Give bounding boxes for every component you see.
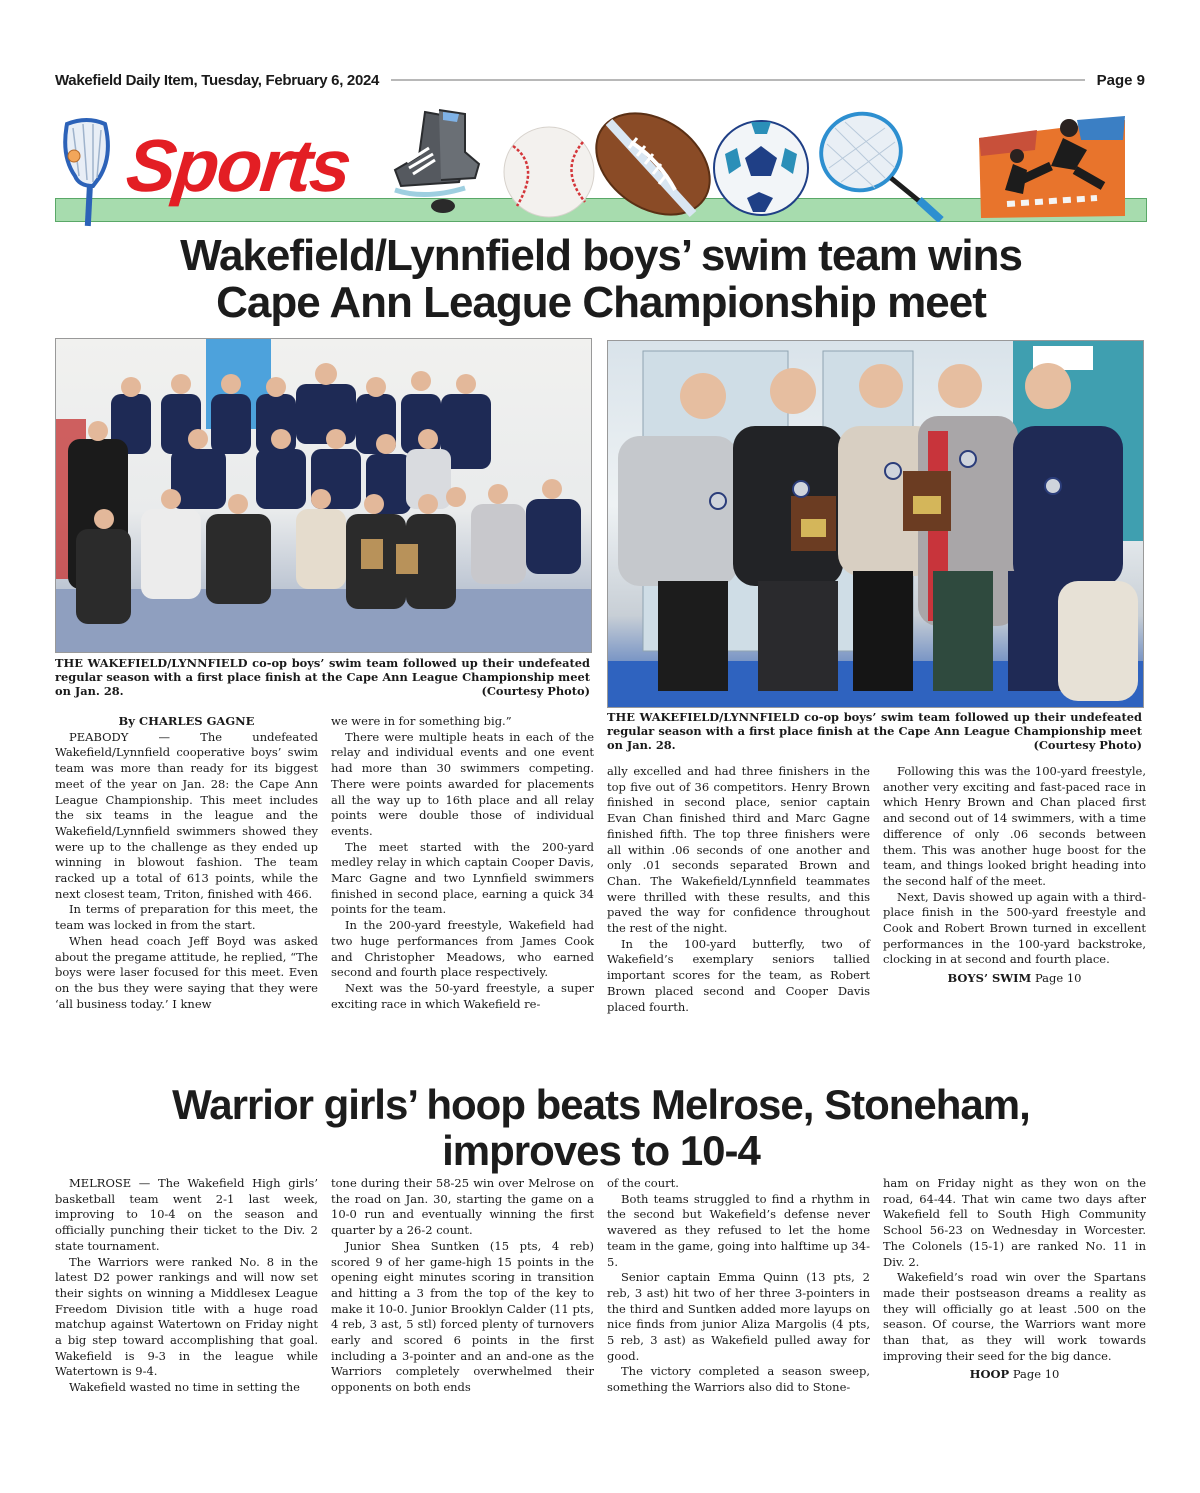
paragraph: we were in for something big.” [331, 714, 512, 728]
paragraph: Junior Shea Suntken (15 pts, 4 reb) scored 9 of her game-high 15 points in the opening eight minutes scoring in transition and hitting a 3 from the top of the key to make it 10-0. Junior Brooklyn Calder (11 pts, 4 reb, 3 ast, 5 stl) forced plenty of turnovers early and scored 6 points in the first including a 3-pointer and an and-one as the Warriors completely overwhelmed their opponents on both ends [331, 1238, 594, 1395]
page-number: Page 9 [1096, 71, 1145, 89]
baseball-icon [501, 122, 597, 220]
hoop-jump-line[interactable] [883, 1367, 1146, 1383]
ice-skates-icon [385, 108, 485, 220]
photo1-caption [55, 656, 590, 698]
group-photo-illustration [56, 339, 591, 652]
photo2-credit: (Courtesy Photo) [1033, 738, 1142, 752]
jump-label: BOYS’ SWIM [947, 971, 1032, 986]
swim-story-column-2 [331, 714, 594, 1012]
paragraph: Following this was the 100-yard freestyle, another very exciting and fast-paced race in which Henry Brown and Chan placed first and second out of 14 swimmers, with a time difference of only .06 seconds between them. This was another huge boost for the team, and things looked bright heading into the second half of the meet. [883, 764, 1146, 888]
hoop-headline-line2: improves to 10-4 [442, 1127, 760, 1174]
hoop-story-column-2 [331, 1176, 594, 1396]
publication-date: Wakefield Daily Item, Tuesday, February 6, 2024 [55, 71, 380, 89]
paragraph: ally excelled and had three finishers in the top five out of 36 competitors. Henry Brown finished in second place, senior captain Evan Chan finished third and Marc Gagne finished fifth. The top three finishers were all within .06 seconds of one another and only .01 seconds separated Brown and Chan. The Wakefield/Lynnfield teammates were thrilled with these results, and this paved the way for confidence throughout the rest of the night. [607, 764, 870, 936]
paragraph: Senior captain Emma Quinn (13 pts, 2 reb, 3 ast) hit two of her three 3-pointers in the third and Suntken added more layups on nice finds from junior Aliza Margolis (4 pts, 5 reb, 3 ast) as Wakefield pulled away for good. [607, 1270, 870, 1363]
paragraph: The victory completed a season sweep, something the Warriors also did to Stone- [607, 1364, 870, 1395]
hoop-story-column-4 [883, 1176, 1146, 1383]
paragraph: Next, Davis showed up again with a third-place finish in the 500-yard freestyle and Cook and Robert Brown turned in excellent performances in the 100-yard backstroke, clocking in at second and fourth place. [883, 889, 1146, 967]
paragraph: The Warriors were ranked No. 8 in the latest D2 power rankings and will now set their sights on winning a Middlesex League Freedom Division title with a huge road matchup against Watertown on Friday night a big step toward accomplishing that goal. Wakefield is 9-3 in the league while Watertown is 9-4. [55, 1254, 318, 1379]
paragraph: In the 200-yard freestyle, Wakefield had two huge performances from James Cook and Christopher Meadows, who earned second and fourth place respectively. [331, 918, 594, 980]
paragraph: of the court. [607, 1176, 679, 1190]
paragraph: In the 100-yard butterfly, two of Wakefield’s exemplary seniors tallied important scores for the team, as Robert Brown placed second and Cooper Davis placed fourth. [607, 936, 870, 1014]
byline: By CHARLES GAGNE [118, 714, 255, 728]
paragraph: MELROSE — The Wakefield High girls’ basketball team went 2-1 last week, improving to 10-4 on the season and officially punching their ticket to the Div. 2 state tournament. [55, 1176, 318, 1253]
paragraph: In terms of preparation for this meet, the team was locked in from the start. [55, 902, 318, 933]
football-icon [589, 108, 719, 220]
lacrosse-stick-icon [57, 116, 119, 228]
hockey-puck-icon [453, 196, 454, 197]
paragraph: tone during their 58-25 win over Melrose on the road on Jan. 30, starting the game on a 10-0 run and eventually winning the first quarter by a 26-2 count. [331, 1176, 594, 1238]
jump-label: HOOP [969, 1367, 1010, 1382]
swim-story-column-4 [883, 764, 1146, 987]
swim-headline-line1: Wakefield/Lynnfield boys’ swim team wins [180, 231, 1022, 280]
hoop-story-column-1 [55, 1176, 318, 1396]
swimmers-photo-illustration [608, 341, 1143, 707]
tennis-racket-icon [815, 108, 955, 222]
hurdler-icon [977, 110, 1127, 222]
paragraph: Both teams struggled to find a rhythm in the second but Wakefield’s defense never wavered as they refused to let the home team in the game, going into halftime up 34-5. [607, 1191, 870, 1269]
sports-banner [55, 108, 1147, 223]
folio-bar [55, 70, 1145, 90]
paragraph: PEABODY — The undefeated Wakefield/Lynnfield cooperative boys’ swim team was more than ready for its biggest meet of the year on Jan. 28: the Cape Ann League Championship. This meet includes the six teams in the league and the Wakefield/Lynnfield swimmers showed they were up to the challenge as they ended up winning in blowout fashion. The team racked up a total of 613 points, while the next closest team, Triton, finished with 466. [55, 729, 318, 901]
sports-section-title: Sports [122, 124, 354, 207]
swim-team-group-photo [55, 338, 592, 653]
photo1-credit: (Courtesy Photo) [481, 684, 590, 698]
soccer-ball-icon [711, 116, 811, 220]
swimmers-with-plaques-photo [607, 340, 1144, 708]
paragraph: The meet started with the 200-yard medley relay in which captain Cooper Davis, Marc Gagne and two Lynnfield swimmers finished in second place, earning a quick 34 points for the team. [331, 839, 594, 917]
paragraph: There were multiple heats in each of the relay and individual events and one event had more than 30 swimmers competing. There were points awarded for placements all the way up to 16th place and all relay points were double those of individual events. [331, 729, 594, 838]
folio-rule [391, 79, 1085, 81]
hoop-headline [55, 1082, 1147, 1174]
paragraph: Wakefield wasted no time in setting the [69, 1380, 300, 1395]
photo2-caption [607, 710, 1142, 752]
hoop-headline-line1: Warrior girls’ hoop beats Melrose, Stoneham, [172, 1081, 1030, 1128]
photo2-caption-text: THE WAKEFIELD/LYNNFIELD co-op boys’ swim team followed up their undefeated regular season with a first place finish at the Cape Ann League Championship meet on Jan. 28. [607, 710, 1142, 752]
swim-headline [55, 232, 1147, 326]
paragraph: When head coach Jeff Boyd was asked about the pregame attitude, he replied, “The boys were laser focused for this meet. Even on the bus they were saying that they were ‘all business today.’ I knew [55, 933, 318, 1011]
paragraph: Wakefield’s road win over the Spartans made their postseason dreams a reality as they will officially go at least .500 on the season. Of course, the Warriors want more than that, as they will work towards improving their seed for the big dance. [883, 1270, 1146, 1363]
paragraph: Next was the 50-yard freestyle, a super exciting race in which Wakefield re- [331, 980, 594, 1011]
swim-story-column-1 [55, 714, 318, 1012]
paragraph: ham on Friday night as they won on the road, 64-44. That win came two days after Wakefield fell to South High Community School 56-23 on Wednesday in Worcester. The Colonels (15-1) are ranked No. 11 in Div. 2. [883, 1176, 1146, 1269]
swim-headline-line2: Cape Ann League Championship meet [216, 278, 986, 327]
hoop-story-column-3 [607, 1176, 870, 1396]
swim-jump-line[interactable] [883, 971, 1146, 987]
swim-story-column-3 [607, 764, 870, 1015]
jump-page: Page 10 [1012, 1367, 1060, 1382]
photo1-caption-text: THE WAKEFIELD/LYNNFIELD co-op boys’ swim team followed up their undefeated regular season with a first place finish at the Cape Ann League Championship meet on Jan. 28. [55, 656, 590, 698]
jump-page: Page 10 [1034, 971, 1082, 986]
